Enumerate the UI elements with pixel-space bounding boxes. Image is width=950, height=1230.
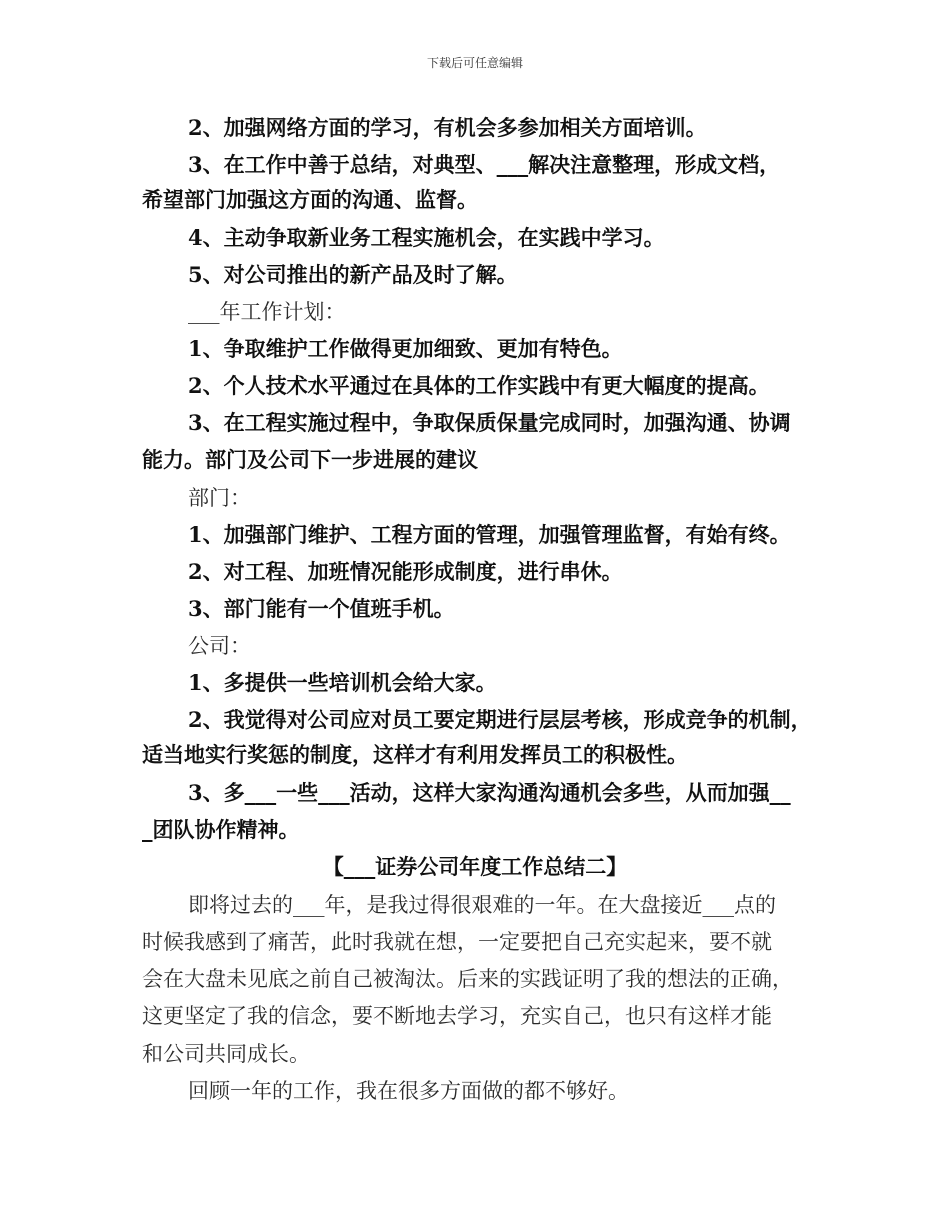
text-line: 会在大盘未见底之前自己被淘汰。后来的实践证明了我的想法的正确， xyxy=(142,967,793,991)
text-line: 希望部门加强这方面的沟通、监督。 xyxy=(142,187,478,212)
section-title: 【___证券公司年度工作总结二】 xyxy=(322,854,628,879)
text-line: 时候我感到了痛苦，此时我就在想，一定要把自己充实起来，要不就 xyxy=(142,930,772,954)
text-line: 1、争取维护工作做得更加细致、更加有特色。 xyxy=(188,336,623,361)
text-line: 1、多提供一些培训机会给大家。 xyxy=(188,670,497,695)
text-line: _团队协作精神。 xyxy=(142,817,300,842)
text-line: 适当地实行奖惩的制度，这样才有利用发挥员工的积极性。 xyxy=(142,742,688,767)
text-line: 2、对工程、加班情况能形成制度，进行串休。 xyxy=(188,559,623,584)
text-line: 部门： xyxy=(188,486,251,510)
text-line: 这更坚定了我的信念，要不断地去学习，充实自己，也只有这样才能 xyxy=(142,1004,772,1028)
text-line: 2、我觉得对公司应对员工要定期进行层层考核，形成竞争的机制， xyxy=(188,707,812,732)
text-line: 和公司共同成长。 xyxy=(142,1042,310,1066)
text-line: 回顾一年的工作，我在很多方面做的都不够好。 xyxy=(188,1079,629,1103)
text-line: 3、在工程实施过程中，争取保质保量完成同时，加强沟通、协调 xyxy=(188,410,791,435)
text-line: 2、加强网络方面的学习，有机会多参加相关方面培训。 xyxy=(188,115,707,140)
text-line: 2、个人技术水平通过在具体的工作实践中有更大幅度的提高。 xyxy=(188,373,770,398)
text-line: 4、主动争取新业务工程实施机会，在实践中学习。 xyxy=(188,225,665,250)
page-header: 下载后可任意编辑 xyxy=(426,56,523,70)
text-line: 5、对公司推出的新产品及时了解。 xyxy=(188,262,518,287)
text-line: 1、加强部门维护、工程方面的管理，加强管理监督，有始有终。 xyxy=(188,522,791,547)
text-line: 3、部门能有一个值班手机。 xyxy=(188,596,455,621)
text-line: ___年工作计划： xyxy=(188,300,346,324)
text-line: 公司： xyxy=(188,634,251,658)
text-line: 3、在工作中善于总结，对典型、___解决注意整理，形成文档， xyxy=(188,152,781,177)
text-line: 能力。部门及公司下一步进展的建议 xyxy=(142,447,478,472)
text-line: 即将过去的___年，是我过得很艰难的一年。在大盘接近___点的 xyxy=(188,893,776,917)
text-line: 3、多___一些___活动，这样大家沟通沟通机会多些，从而加强__ xyxy=(188,780,791,805)
